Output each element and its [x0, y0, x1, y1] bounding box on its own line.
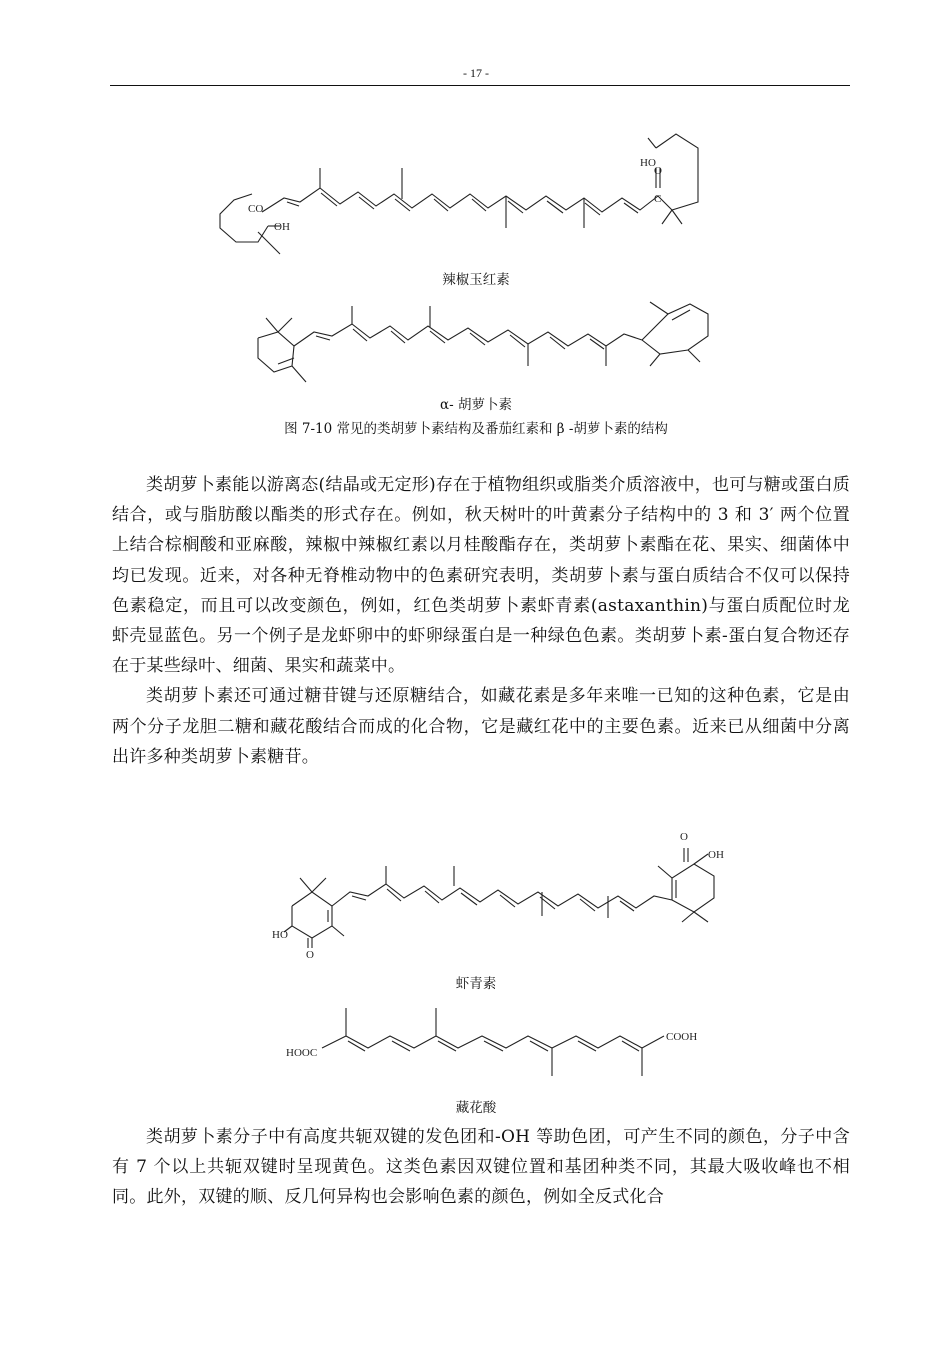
paragraph-1: 类胡萝卜素能以游离态(结晶或无定形)存在于植物组织或脂类介质溶液中，也可与糖或蛋白质结合，或与脂肪酸以酯类的形式存在。例如，秋天树叶的叶黄素分子结构中的 3 和 3′ 两个位置上结合棕榈酸和亚麻酸，辣椒中辣椒红素以月桂酸酯存在，类胡萝卜素酯在花、果实、细菌体中均已发现。近来，对各种无脊椎动物中的色素研究表明，类胡萝卜素与蛋白质结合不仅可以保持色素稳定，而且可以改变颜色，例如，红色类胡萝卜素虾青素(astaxanthin)与蛋白质配位时龙虾壳显蓝色。另一个例子是龙虾卵中的虾卵绿蛋白是一种绿色色素。类胡萝卜素-蛋白复合物还存在于某些绿叶、细菌、果实和蔬菜中。	[112, 475, 850, 677]
capsanthin-label-co: CO	[248, 203, 264, 215]
astaxanthin-label-oh-top: OH	[708, 849, 724, 861]
alpha-carotene-polyene-chain	[294, 324, 642, 346]
header-rule	[110, 85, 850, 86]
page-number: - 17 -	[463, 66, 489, 80]
paragraph-3: 类胡萝卜素分子中有高度共轭双键的发色团和-OH 等助色团，可产生不同的颜色，分子中含有 7 个以上共轭双键时呈现黄色。这类色素因双键位置和基团种类不同，其最大吸收峰也不相同。此外，双键的顺、反几何异构也会影响色素的颜色，例如全反式化合	[112, 1127, 850, 1208]
capsanthin-label-oh-left: OH	[274, 221, 290, 233]
astaxanthin-label-o-bottom: O	[306, 949, 314, 961]
astaxanthin-right-ring	[672, 864, 714, 912]
alpha-carotene-left-ring	[258, 332, 294, 372]
body-text-upper	[112, 470, 850, 772]
figure-caption: 图 7-10 常见的类胡萝卜素结构及番茄红素和 β -胡萝卜素的结构	[284, 421, 668, 437]
crocetin-structure	[286, 1000, 716, 1082]
capsanthin-right-ring	[656, 134, 698, 210]
astaxanthin-name: 虾青素	[455, 976, 497, 992]
alpha-carotene-name: α- 胡萝卜素	[440, 397, 512, 413]
astaxanthin-left-ring	[292, 892, 332, 938]
astaxanthin-structure	[268, 826, 728, 961]
capsanthin-structure	[210, 126, 710, 266]
crocetin-label-hooc: HOOC	[286, 1047, 318, 1059]
crocetin-label-cooh: COOH	[666, 1031, 698, 1043]
astaxanthin-label-ho-bottom: HO	[272, 929, 288, 941]
astaxanthin-label-o-top: O	[680, 831, 688, 843]
crocetin-name: 藏花酸	[455, 1100, 497, 1116]
capsanthin-label-c-right: C	[654, 193, 662, 205]
capsanthin-polyene-chain	[262, 188, 658, 212]
body-text-lower	[112, 1122, 850, 1213]
capsanthin-label-ho-right: HO	[640, 157, 656, 169]
capsanthin-label-o-right: O	[654, 165, 662, 177]
paragraph-2: 类胡萝卜素还可通过糖苷键与还原糖结合，如藏花素是多年来唯一已知的这种色素，它是由两个分子龙胆二糖和藏花酸结合而成的化合物，它是藏红花中的主要色素。近来已从细菌中分离出许多种类胡萝卜素糖苷。	[112, 686, 850, 767]
alpha-carotene-right-ring	[642, 304, 708, 354]
capsanthin-name: 辣椒玉红素	[442, 272, 510, 288]
alpha-carotene-structure	[248, 296, 718, 388]
